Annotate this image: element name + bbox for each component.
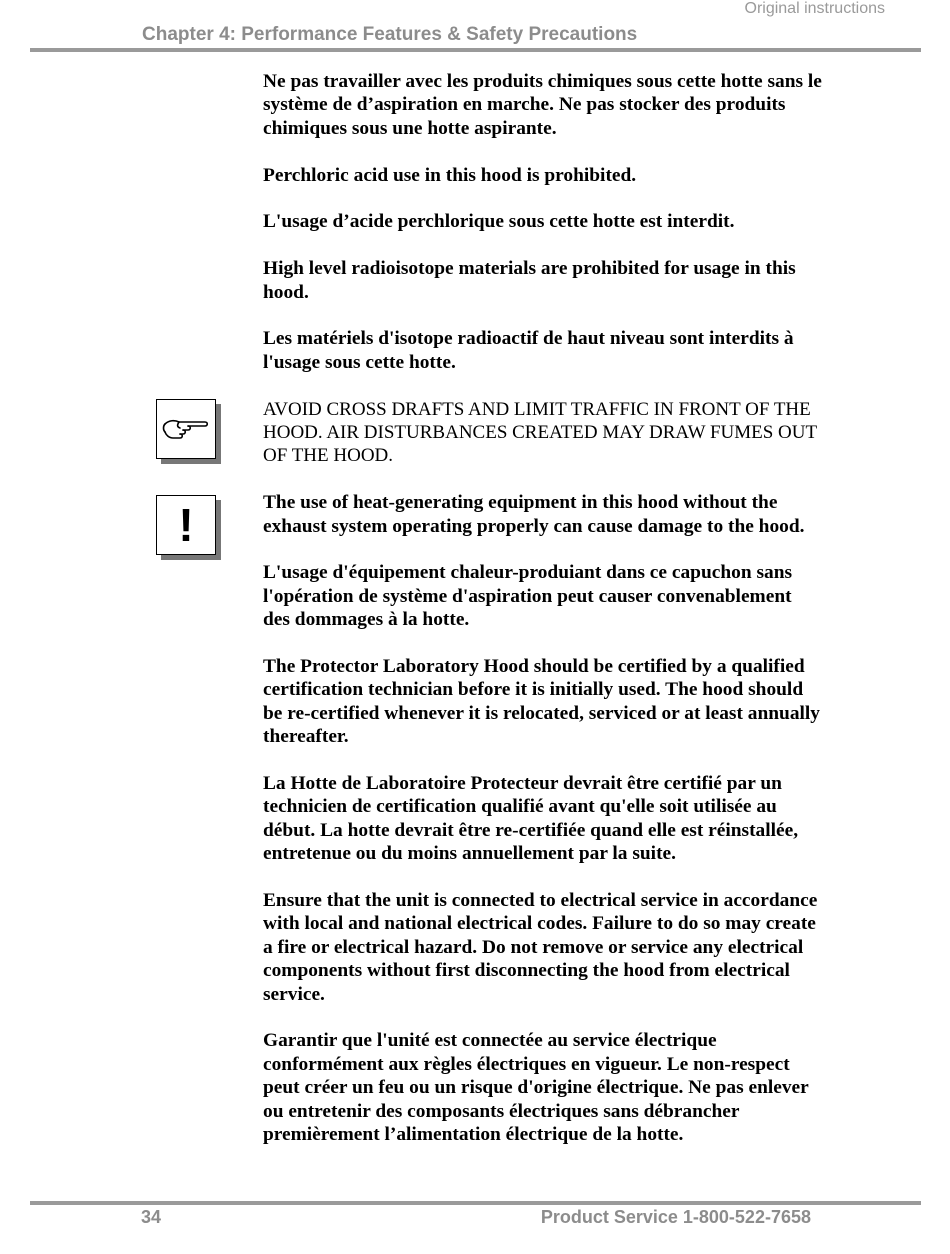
footer-divider [30,1201,921,1205]
chapter-title: Chapter 4: Performance Features & Safety Precautions [142,24,638,45]
paragraph-cross-drafts: AVOID CROSS DRAFTS AND LIMIT TRAFFIC IN FRONT OF THE HOOD. AIR DISTURBANCES CREATED MAY DRAW FUMES OUT OF THE HOOD. [263,398,817,467]
paragraph-perchloric-fr: L'usage d’acide perchlorique sous cette hotte est interdit. [263,211,735,233]
warning-icon-box [156,495,216,555]
paragraph-certification-fr: La Hotte de Laboratoire Protecteur devrait être certifié par un technicien de certification qualifié avant qu'elle soit utilisée au début. La hotte devrait être re-certifiée quand elle est réinstallée, entretenue ou du moins annuellement par la suite. [263,773,799,865]
page-number: 34 [141,1207,162,1227]
paragraph-heat-equipment-fr: L'usage d'équipement chaleur-produiant dans ce capuchon sans l'opération de système d'aspiration peut causer convenablement des dommages à la hotte. [263,562,793,631]
paragraph-radioisotope-en: High level radioisotope materials are prohibited for usage in this hood. [263,258,796,303]
exclamation-icon: ! [178,499,194,551]
paragraph-heat-equipment-en: The use of heat-generating equipment in this hood without the exhaust system operating properly can cause damage to the hood. [263,492,805,537]
product-service-phone: Product Service 1-800-522-7658 [540,1207,811,1227]
paragraph-perchloric-en: Perchloric acid use in this hood is prohibited. [263,164,637,186]
paragraph-electrical-fr: Garantir que l'unité est connectée au service électrique conformément aux règles électriques en vigueur. Le non-respect peut créer un feu ou un risque d'origine électrique. Ne pas enlever ou entretenir des composants électriques sans débrancher premièrement l’alimentation électrique de la hotte. [263,1030,809,1146]
paragraph-radioisotope-fr: Les matériels d'isotope radioactif de haut niveau sont interdits à l'usage sous cette hotte. [263,328,794,373]
pointing-hand-icon [161,414,211,444]
paragraph-electrical-en: Ensure that the unit is connected to electrical service in accordance with local and national electrical codes. Failure to do so may create a fire or electrical hazard. Do not remove or service any electrical components without first disconnecting the hood from electrical service. [263,890,818,1005]
header-divider [30,48,921,52]
paragraph-fr-chemicals: Ne pas travailler avec les produits chimiques sous cette hotte sans le système de d’aspiration en marche. Ne pas stocker des produits chimiques sous une hotte aspirante. [263,71,822,139]
original-instructions-note: Original instructions [744,0,885,17]
note-icon-box [156,399,216,459]
paragraph-certification-en: The Protector Laboratory Hood should be certified by a qualified certification technician before it is initially used. The hood should be re-certified whenever it is relocated, serviced or at least annually thereafter. [263,656,820,748]
document-body [263,70,823,1170]
